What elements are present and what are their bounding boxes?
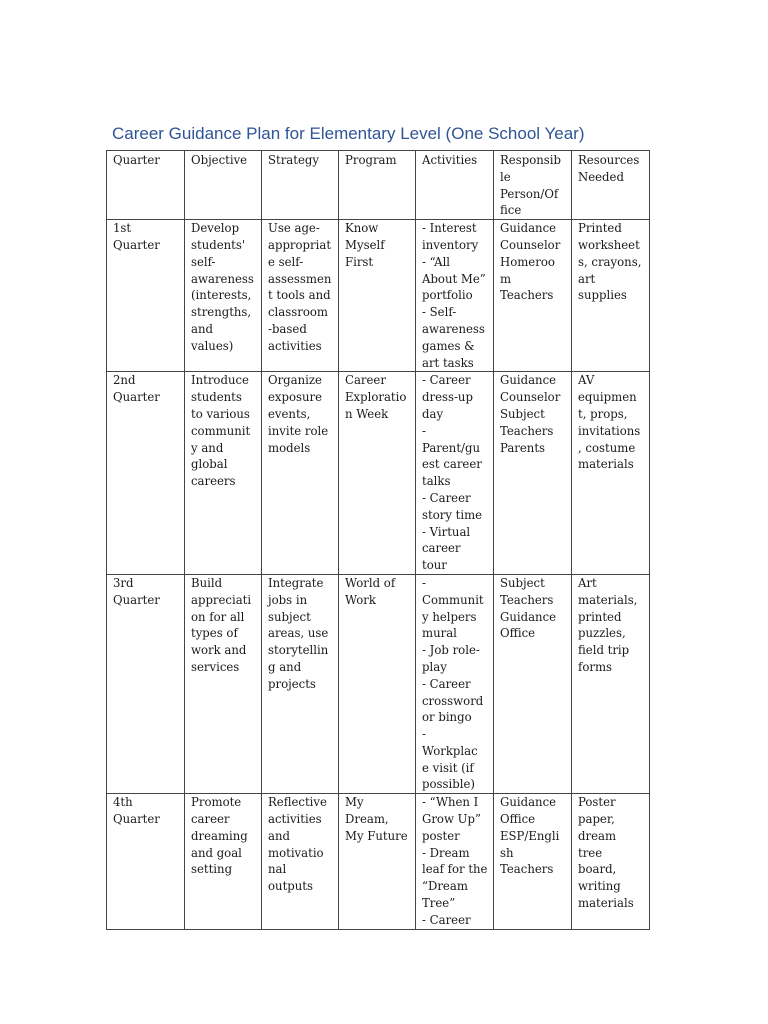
- header-quarter: Quarter: [107, 151, 185, 220]
- header-responsible-person: Responsib le Person/Of fice: [494, 151, 572, 220]
- cell-program: World of Work: [339, 574, 416, 793]
- cell-resources-needed: Poster paper, dream tree board, writing materials: [572, 794, 650, 929]
- cell-responsible-person: Subject Teachers Guidance Office: [494, 574, 572, 793]
- career-guidance-table: [106, 150, 650, 930]
- header-program: Program: [339, 151, 416, 220]
- header-strategy: Strategy: [262, 151, 339, 220]
- table-row: [107, 220, 650, 372]
- cell-objective: Introduce students to various communit y and global careers: [185, 372, 262, 575]
- cell-objective: Promote career dreaming and goal setting: [185, 794, 262, 929]
- cell-quarter: 4th Quarter: [107, 794, 185, 929]
- cell-objective: Build appreciati on for all types of work and services: [185, 574, 262, 793]
- cell-quarter: 3rd Quarter: [107, 574, 185, 793]
- cell-program: My Dream, My Future: [339, 794, 416, 929]
- cell-resources-needed: Art materials, printed puzzles, field trip forms: [572, 574, 650, 793]
- table-row: [107, 574, 650, 793]
- cell-strategy: Use age- appropriat e self- assessmen t tools and classroom -based activities: [262, 220, 339, 372]
- cell-program: Career Exploratio n Week: [339, 372, 416, 575]
- table-row: [107, 372, 650, 575]
- cell-quarter: 1st Quarter: [107, 220, 185, 372]
- header-activities: Activities: [416, 151, 494, 220]
- cell-strategy: Integrate jobs in subject areas, use storytellin g and projects: [262, 574, 339, 793]
- cell-program: Know Myself First: [339, 220, 416, 372]
- cell-activities: - Career dress-up day - Parent/gu est career talks - Career story time - Virtual career tour: [416, 372, 494, 575]
- cell-responsible-person: Guidance Counselor Homeroo m Teachers: [494, 220, 572, 372]
- cell-activities: - Interest inventory - “All About Me” portfolio - Self- awareness games & art tasks: [416, 220, 494, 372]
- document-title: Career Guidance Plan for Elementary Level (One School Year): [112, 124, 585, 143]
- cell-strategy: Organize exposure events, invite role models: [262, 372, 339, 575]
- cell-responsible-person: Guidance Counselor Subject Teachers Parents: [494, 372, 572, 575]
- header-resources-needed: Resources Needed: [572, 151, 650, 220]
- cell-objective: Develop students' self- awareness (interests, strengths, and values): [185, 220, 262, 372]
- cell-activities: - “When I Grow Up” poster - Dream leaf for the “Dream Tree” - Career: [416, 794, 494, 929]
- cell-resources-needed: Printed worksheet s, crayons, art supplies: [572, 220, 650, 372]
- cell-activities: - Communit y helpers mural - Job role- play - Career crossword or bingo - Workplac e visit (if possible): [416, 574, 494, 793]
- cell-responsible-person: Guidance Office ESP/Engli sh Teachers: [494, 794, 572, 929]
- cell-resources-needed: AV equipmen t, props, invitations , costume materials: [572, 372, 650, 575]
- cell-strategy: Reflective activities and motivatio nal outputs: [262, 794, 339, 929]
- cell-quarter: 2nd Quarter: [107, 372, 185, 575]
- table-row: [107, 794, 650, 929]
- table-header-row: [107, 151, 650, 220]
- header-objective: Objective: [185, 151, 262, 220]
